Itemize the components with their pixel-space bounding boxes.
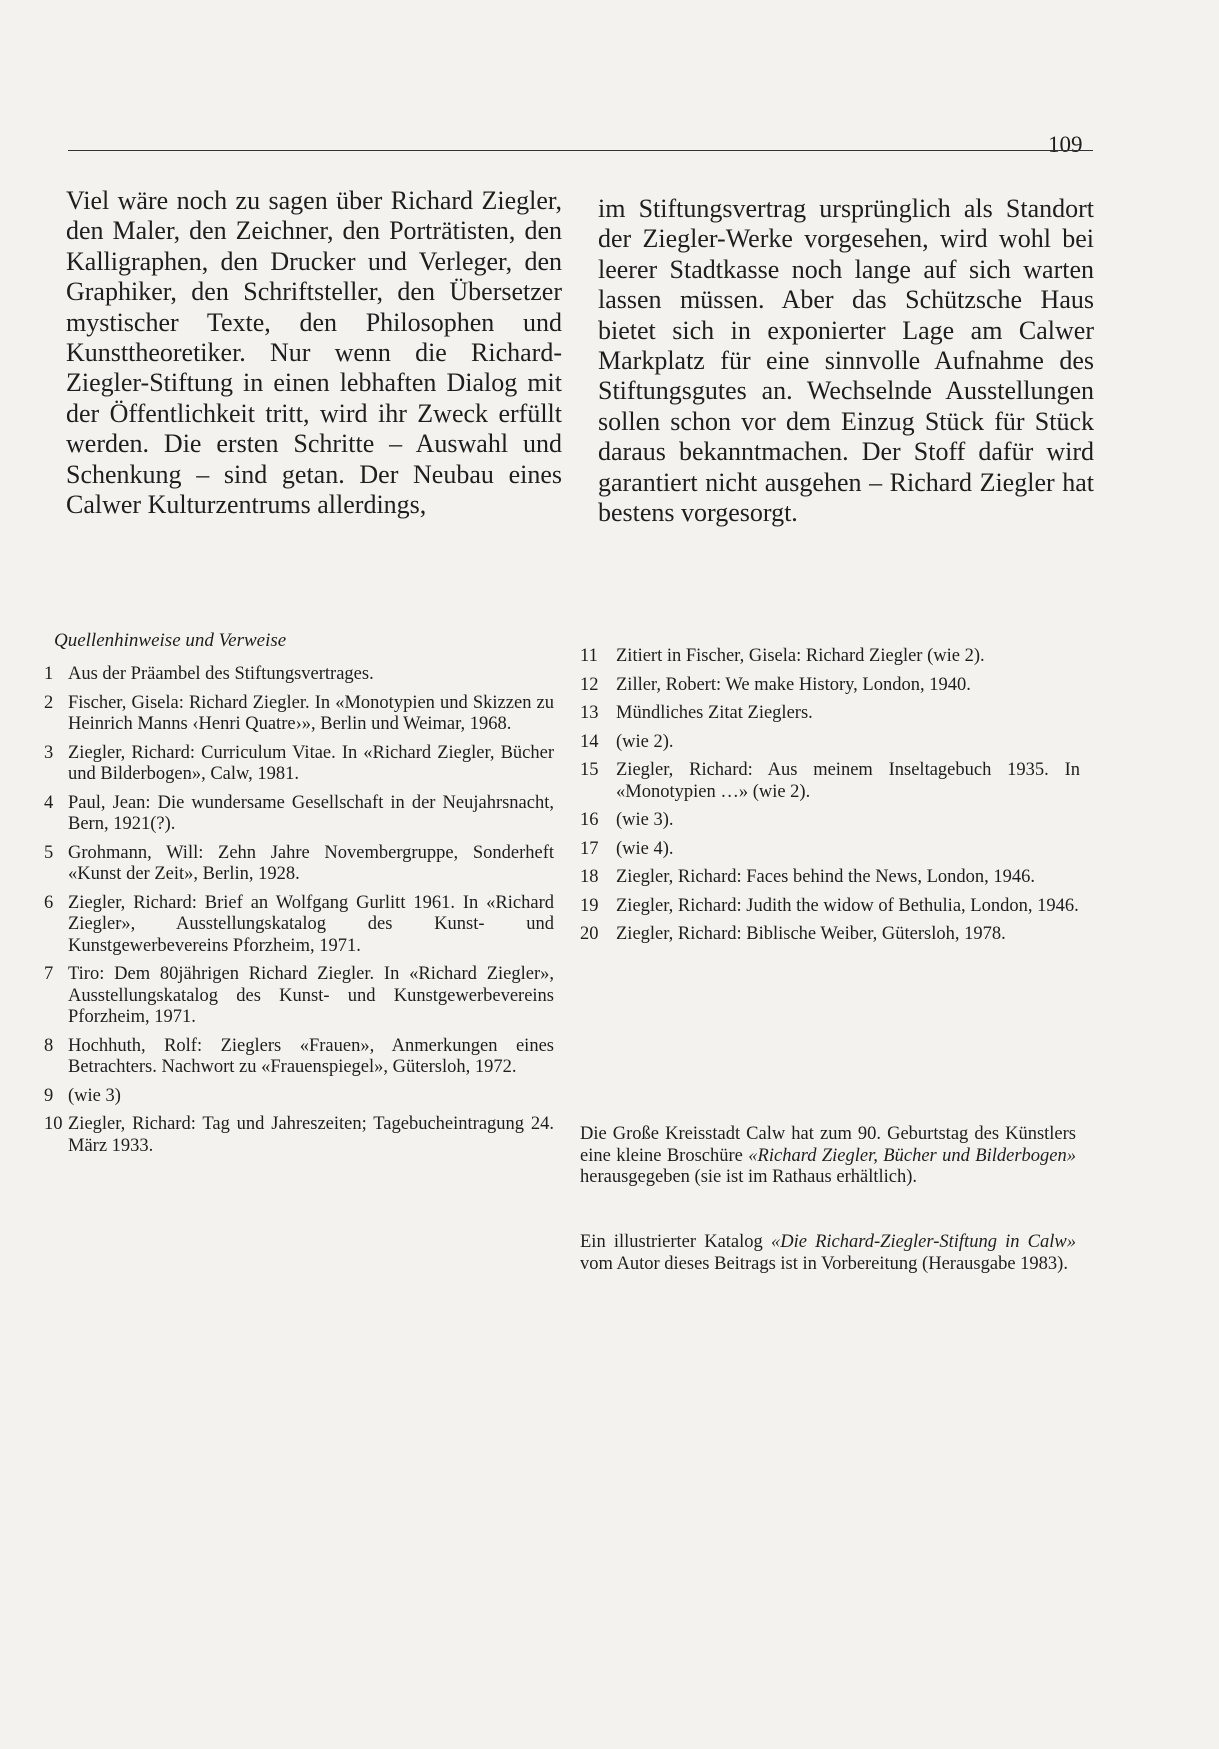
note-text: Ziegler, Richard: Aus meinem Inseltagebuch 1935. In «Monotypien …» (wie 2).	[616, 760, 1080, 802]
closing-note-text: Die Große Kreisstadt Calw hat zum 90. Geburtstag des Künstlers eine kleine Broschüre	[580, 1124, 1076, 1166]
note-number: 2	[44, 692, 54, 713]
note-text: Ziller, Robert: We make History, London, 1940.	[616, 674, 971, 695]
note-item	[580, 703, 1080, 725]
note-number: 3	[44, 742, 54, 763]
closing-note-text: herausgegeben (sie ist im Rathaus erhältlich).	[580, 1167, 918, 1187]
note-number: 6	[44, 892, 54, 913]
note-item	[580, 839, 1080, 861]
closing-note-text: vom Autor dieses Beitrags ist in Vorbereitung (Herausgabe 1983).	[580, 1253, 1068, 1274]
note-number: 16	[580, 810, 599, 830]
note-number: 8	[44, 1035, 54, 1056]
note-item	[580, 675, 1080, 697]
note-number: 11	[580, 646, 598, 666]
note-item	[44, 893, 554, 958]
note-text: (wie 3)	[68, 1085, 121, 1106]
note-text: (wie 4).	[616, 838, 674, 859]
note-text: Zitiert in Fischer, Gisela: Richard Ziegler (wie 2).	[616, 646, 985, 666]
note-text: (wie 2).	[616, 731, 674, 752]
note-item	[44, 664, 554, 686]
note-text: Ziegler, Richard: Curriculum Vitae. In «Richard Ziegler, Bücher und Bilderbogen», Calw, 1981.	[68, 742, 554, 784]
notes-list-right	[580, 646, 1080, 953]
note-number: 17	[580, 838, 599, 859]
note-text: Tiro: Dem 80jährigen Richard Ziegler. In «Richard Ziegler», Ausstellungskatalog des Kunst- und Kunstgewerbevereins Pforzheim, 1971.	[68, 964, 554, 1027]
note-item	[44, 1114, 554, 1157]
header-rule	[68, 150, 1093, 151]
note-text: Ziegler, Richard: Tag und Jahreszeiten; Tagebucheintragung 24. März 1933.	[68, 1114, 554, 1156]
notes-heading: Quellenhinweise und Verweise	[54, 630, 287, 651]
catalog-title: «Die Richard-Ziegler-Stiftung in Calw»	[770, 1232, 1076, 1252]
page-number: 109	[1048, 132, 1083, 157]
note-item	[580, 760, 1080, 803]
note-text: Mündliches Zitat Zieglers.	[616, 703, 813, 723]
note-text: (wie 3).	[616, 810, 674, 830]
note-item	[580, 867, 1080, 889]
note-number: 10	[44, 1114, 63, 1134]
note-text: Ziegler, Richard: Judith the widow of Bethulia, London, 1946.	[616, 895, 1079, 916]
note-text: Paul, Jean: Die wundersame Gesellschaft in der Neujahrsnacht, Bern, 1921(?).	[68, 792, 554, 834]
note-number: 14	[580, 731, 599, 752]
closing-note-catalog	[580, 1232, 1076, 1275]
note-number: 19	[580, 895, 599, 916]
note-number: 15	[580, 760, 599, 780]
note-item	[580, 646, 1080, 668]
note-number: 4	[44, 792, 54, 813]
closing-note-text: Ein illustrierter Katalog	[580, 1232, 771, 1252]
body-paragraph-right: im Stiftungsvertrag ursprünglich als Standort der Ziegler-Werke vorgesehen, wird wohl bei leerer Stadtkasse noch lange auf sich warten lassen müssen. Aber das Schützsche Haus bietet sich in exponierter Lage am Calwer Markplatz für eine sinnvolle Aufnahme des Stiftungsgutes an. Wechselnde Ausstellungen sollen schon vor dem Einzug Stück für Stück daraus bekanntmachen. Der Stoff dafür wird garantiert nicht ausgehen – Richard Ziegler hat bestens vorgesorgt.	[598, 194, 1094, 528]
note-number: 12	[580, 674, 599, 695]
note-text: Aus der Präambel des Stiftungsvertrages.	[68, 664, 374, 684]
note-number: 18	[580, 867, 599, 887]
note-item	[44, 843, 554, 886]
note-number: 20	[580, 924, 599, 944]
note-item	[580, 896, 1080, 918]
note-text: Fischer, Gisela: Richard Ziegler. In «Monotypien und Skizzen zu Heinrich Manns ‹Henri Quatre›», Berlin und Weimar, 1968.	[68, 692, 554, 734]
note-number: 7	[44, 964, 54, 984]
body-paragraph-left: Viel wäre noch zu sagen über Richard Ziegler, den Maler, den Zeichner, den Porträtisten, den Kalligraphen, den Drucker und Verleger, den Graphiker, den Schriftsteller, den Übersetzer mystischer Texte, den Philosophen und Kunsttheoretiker. Nur wenn die Richard-Ziegler-Stiftung in einen lebhaften Dialog mit der Öffentlichkeit tritt, wird ihr Zweck erfüllt werden. Die ersten Schritte – Auswahl und Schenkung – sind getan. Der Neubau eines Calwer Kulturzentrums allerdings,	[66, 186, 562, 520]
note-item	[580, 924, 1080, 946]
note-number: 13	[580, 703, 599, 723]
notes-list-left	[44, 664, 554, 1164]
note-number: 9	[44, 1085, 54, 1106]
note-item	[44, 1086, 554, 1108]
note-item	[580, 732, 1080, 754]
note-text: Hochhuth, Rolf: Zieglers «Frauen», Anmerkungen eines Betrachters. Nachwort zu «Frauenspiegel», Gütersloh, 1972.	[68, 1035, 554, 1077]
note-text: Ziegler, Richard: Brief an Wolfgang Gurlitt 1961. In «Richard Ziegler», Ausstellungskatalog des Kunst- und Kunstgewerbevereins Pforzheim, 1971.	[68, 892, 554, 956]
closing-note-brochure	[580, 1124, 1076, 1189]
note-text: Ziegler, Richard: Faces behind the News, London, 1946.	[616, 867, 1036, 887]
brochure-title: «Richard Ziegler, Bücher und Bilderbogen»	[748, 1145, 1077, 1166]
note-text: Ziegler, Richard: Biblische Weiber, Gütersloh, 1978.	[616, 924, 1006, 944]
note-number: 1	[44, 664, 54, 684]
note-item	[44, 743, 554, 786]
note-item	[44, 693, 554, 736]
note-item	[580, 810, 1080, 832]
note-number: 5	[44, 842, 54, 863]
note-item	[44, 964, 554, 1029]
note-text: Grohmann, Will: Zehn Jahre Novembergruppe, Sonderheft «Kunst der Zeit», Berlin, 1928.	[68, 842, 554, 884]
note-item	[44, 1036, 554, 1079]
note-item	[44, 793, 554, 836]
